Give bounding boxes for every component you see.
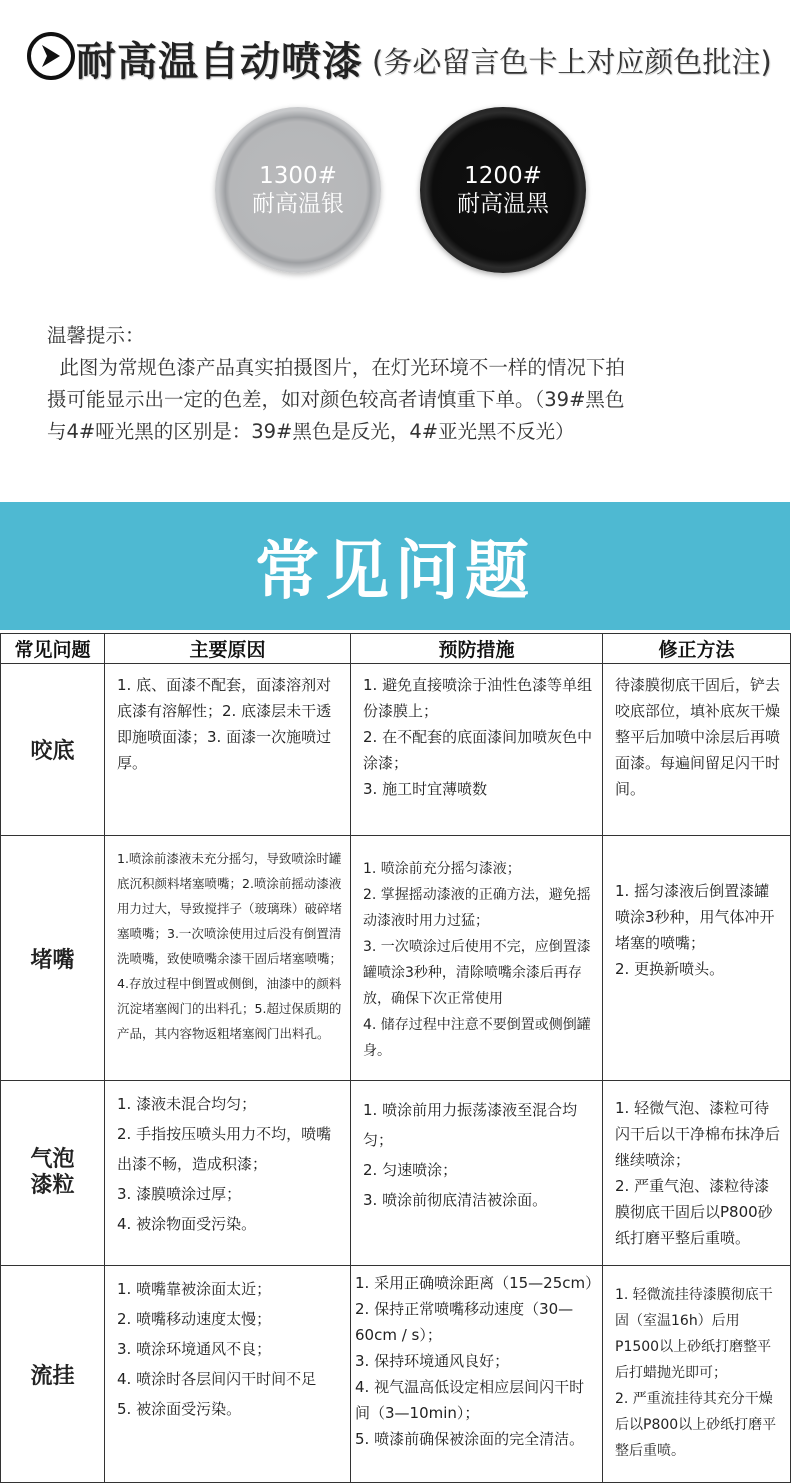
prevention-line: 2. 掌握摇动漆液的正确方法，避免摇动漆液时用力过猛； — [363, 887, 591, 929]
cause-cell — [105, 664, 351, 836]
prevention-line: 3. 喷涂前彻底清洁被涂面。 — [363, 1191, 548, 1209]
table-header-row — [1, 634, 791, 664]
arrow-right-circle-icon — [27, 32, 75, 80]
prevention-cell — [351, 1081, 603, 1266]
column-header: 修正方法 — [603, 634, 791, 664]
column-header: 主要原因 — [105, 634, 351, 664]
color-swatch-black — [420, 107, 586, 273]
prevention-line: 4. 视气温高低设定相应层间闪干时间（3—10min）； — [355, 1378, 585, 1422]
prevention-line: 3. 施工时宜薄喷数 — [363, 780, 488, 798]
cause-line: 2. 手指按压喷头用力不均，喷嘴出漆不畅，造成积漆； — [117, 1125, 332, 1173]
swatch-code: 1300# — [259, 162, 337, 189]
tip-title: 温馨提示： — [47, 324, 145, 347]
prevention-line: 1. 采用正确喷涂距离（15—25cm）2. 保持正常喷嘴移动速度（30—60cm / s）； — [355, 1274, 593, 1344]
cause-line: 1. 喷嘴靠被涂面太近； — [117, 1280, 272, 1298]
prevention-line: 2. 在不配套的底面漆间加喷灰色中涂漆； — [363, 728, 593, 772]
cause-line: 4. 喷涂时各层间闪干时间不足 — [117, 1370, 317, 1388]
prevention-line: 2. 匀速喷涂； — [363, 1161, 458, 1179]
cause-line: 2. 喷嘴移动速度太慢； — [117, 1310, 272, 1328]
tip-line: 与4#哑光黑的区别是：39#黑色是反光，4#亚光黑不反光） — [47, 420, 575, 443]
prevention-cell — [351, 664, 603, 836]
swatch-code: 1200# — [464, 162, 542, 189]
cause-line: 5. 被涂面受污染。 — [117, 1400, 242, 1418]
problem-cell: 堵嘴 — [1, 836, 105, 1081]
fix-cell — [603, 1266, 791, 1483]
cause-cell — [105, 1266, 351, 1483]
cause-line: 4. 被涂物面受污染。 — [117, 1215, 257, 1233]
color-swatch-silver — [215, 107, 381, 273]
fix-line: 2. 严重流挂待其充分干燥后以P800以上砂纸打磨平整后重喷。 — [615, 1391, 777, 1459]
cause-line: 3. 喷涂环境通风不良； — [117, 1340, 272, 1358]
prevention-line: 1. 喷涂前充分摇匀漆液； — [363, 861, 521, 877]
prevention-line: 1. 避免直接喷涂于油性色漆等单组份漆膜上； — [363, 676, 593, 720]
prevention-cell — [351, 1266, 603, 1483]
faq-table — [0, 633, 791, 1483]
cause-cell — [105, 1081, 351, 1266]
fix-line: 2. 严重气泡、漆粒待漆膜彻底干固后以P800砂纸打磨平整后重喷。 — [615, 1177, 773, 1247]
problem-cell: 流挂 — [1, 1266, 105, 1483]
tip-line: 此图为常规色漆产品真实拍摄图片，在灯光环境不一样的情况下拍 — [47, 356, 625, 379]
faq-banner — [0, 502, 790, 630]
fix-line: 1. 轻微气泡、漆粒可待闪干后以干净棉布抹净后继续喷涂； — [615, 1099, 781, 1169]
page-title: 耐高温自动喷漆 — [76, 39, 363, 85]
cause-cell — [105, 836, 351, 1081]
prevention-line: 5. 喷漆前确保被涂面的完全清洁。 — [355, 1430, 585, 1448]
table-row — [1, 664, 791, 836]
cause-line: 3. 漆膜喷涂过厚； — [117, 1185, 242, 1203]
prevention-line: 3. 保持环境通风良好； — [355, 1352, 510, 1370]
cause-line: 1.喷涂前漆液未充分摇匀，导致喷涂时罐底沉积颜料堵塞喷嘴；2.喷涂前摇动漆液用力过大，导致搅拌子（玻璃珠）破碎堵塞喷嘴；3.一次喷涂使用过后没有倒置清洗喷嘴，致使喷嘴余漆干固后堵塞喷嘴；4.存放过程中倒置或侧倒，油漆中的颜料沉淀堵塞阀门的出料孔；5.超过保质期的产品，其内容物返粗堵塞阀门出料孔。 — [117, 851, 343, 1041]
table-row — [1, 1266, 791, 1483]
problem-cell: 咬底 — [1, 664, 105, 836]
faq-banner-title: 常见问题 — [255, 535, 535, 609]
swatch-name: 耐高温黑 — [457, 190, 549, 217]
fix-cell — [603, 836, 791, 1081]
prevention-line: 1. 喷涂前用力振荡漆液至混合均匀； — [363, 1101, 578, 1149]
prevention-cell — [351, 836, 603, 1081]
fix-cell — [603, 664, 791, 836]
swatch-name: 耐高温银 — [252, 190, 344, 217]
fix-line: 1. 摇匀漆液后倒置漆罐喷涂3秒种，用气体冲开堵塞的喷嘴； — [615, 882, 775, 952]
problem-label: 气泡漆粒 — [30, 1147, 75, 1198]
tip-note — [47, 320, 747, 448]
fix-line: 待漆膜彻底干固后，铲去咬底部位，填补底灰干燥整平后加喷中涂层后再喷面漆。每遍间留足闪干时间。 — [615, 676, 781, 798]
header — [0, 0, 790, 118]
problem-cell — [1, 1081, 105, 1266]
cause-line: 1. 漆液未混合均匀； — [117, 1095, 257, 1113]
fix-line: 1. 轻微流挂待漆膜彻底干固（室温16h）后用P1500以上砂纸打磨整平后打蜡抛光即可； — [615, 1287, 773, 1381]
table-row — [1, 836, 791, 1081]
prevention-line: 4. 储存过程中注意不要倒置或侧倒罐身。 — [363, 1017, 591, 1059]
prevention-line: 3. 一次喷涂过后使用不完，应倒置漆罐喷涂3秒种，清除喷嘴余漆后再存放，确保下次正常使用 — [363, 939, 591, 1007]
fix-line: 2. 更换新喷头。 — [615, 960, 725, 978]
column-header: 预防措施 — [351, 634, 603, 664]
tip-line: 摄可能显示出一定的色差，如对颜色较高者请慎重下单。（39#黑色 — [47, 388, 625, 411]
cause-line: 1. 底、面漆不配套，面漆溶剂对底漆有溶解性；2. 底漆层未干透即施喷面漆；3. 面漆一次施喷过厚。 — [117, 676, 332, 772]
column-header: 常见问题 — [1, 634, 105, 664]
fix-cell — [603, 1081, 791, 1266]
page-subtitle: (务必留言色卡上对应颜色批注) — [372, 45, 772, 79]
table-row — [1, 1081, 791, 1266]
